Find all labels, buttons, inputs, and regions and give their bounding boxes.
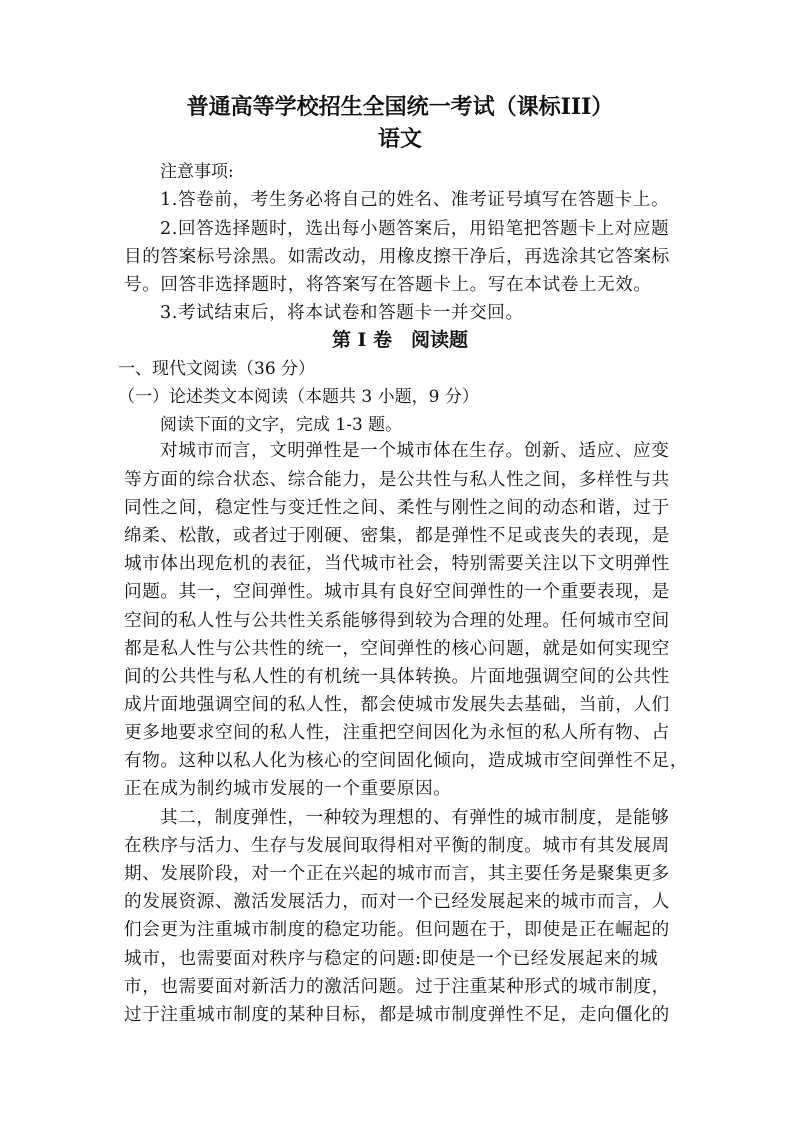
passage-line: 们会更为注重城市制度的稳定功能。但问题在于，即使是正在崛起的 (124, 920, 670, 940)
passage-line: 间的公共性与私人性的有机统一具体转换。片面地强调空间的公共性 (124, 667, 670, 687)
passage-line: 都是私人性与公共性的统一，空间弹性的核心问题，就是如何实现空 (124, 639, 670, 659)
passage-line: 同性之间，稳定性与变迁性之间、柔性与刚性之间的动态和谐，过于 (124, 498, 670, 518)
passage-line: 在秩序与活力、生存与发展间取得相对平衡的制度。城市有其发展周 (124, 836, 670, 856)
passage-line: 问题。其一，空间弹性。城市具有良好空间弹性的一个重要表现，是 (124, 582, 670, 602)
instruction-line: 1.答卷前，考生务必将自己的姓名、准考证号填写在答题卡上。 (160, 190, 670, 210)
passage-line: 过于注重城市制度的某种目标，都是城市制度弹性不足，走向僵化的 (124, 1005, 670, 1025)
instruction-line: 2.回答选择题时，选出每小题答案后，用铅笔把答题卡上对应题 (160, 219, 670, 239)
section-heading: 一、现代文阅读（36 分） (118, 359, 316, 379)
subsection-heading: （一）论述类文本阅读（本题共 3 小题，9 分） (118, 387, 479, 407)
passage-line: 市，也需要面对新活力的激活问题。过于注重某种形式的城市制度， (124, 977, 670, 997)
passage-line: 其二，制度弹性，一种较为理想的、有弹性的城市制度，是能够 (160, 808, 670, 828)
passage-line: 更多地要求空间的私人性，注重把空间因化为永恒的私人所有物、占 (124, 723, 670, 743)
instruction-line: 号。回答非选择题时，将答案写在答题卡上。写在本试卷上无效。 (124, 275, 652, 295)
passage-line: 有物。这种以私人化为核心的空间固化倾向，造成城市空间弹性不足， (124, 751, 689, 771)
instruction-line: 目的答案标号涂黑。如需改动，用橡皮擦干净后，再选涂其它答案标 (124, 247, 670, 267)
passage-line: 的发展资源、激活发展活力，而对一个已经发展起来的城市而言，人 (124, 892, 670, 912)
passage-line: 空间的私人性与公共性关系能够得到较为合理的处理。任何城市空间 (124, 611, 670, 631)
passage-line: 绵柔、松散，或者过于刚硬、密集，都是弹性不足或丧失的表现，是 (124, 526, 670, 546)
instruction-line: 3.考试结束后，将本试卷和答题卡一并交回。 (160, 303, 524, 323)
passage-line: 成片面地强调空间的私人性，都会使城市发展失去基础，当前，人们 (124, 695, 670, 715)
passage-line: 期、发展阶段，对一个正在兴起的城市而言，其主要任务是聚集更多 (124, 864, 670, 884)
instructions-heading: 注意事项: (160, 162, 234, 182)
reading-directive: 阅读下面的文字，完成 1-3 题。 (160, 415, 403, 435)
passage-line: 等方面的综合状态、综合能力，是公共性与私人性之间，多样性与共 (124, 470, 670, 490)
passage-line: 城市体出现危机的表征，当代城市社会，特别需要关注以下文明弹性 (124, 554, 670, 574)
passage-line: 正在成为制约城市发展的一个重要原因。 (124, 779, 452, 799)
part-title: 第 I 卷 阅读题 (331, 329, 469, 351)
exam-title: 普通高等学校招生全国统一考试（课标III） (186, 94, 614, 120)
subject-title: 语文 (377, 126, 422, 152)
passage-line: 城市，也需要面对秩序与稳定的问题:即使是一个已经发展起来的城 (124, 949, 659, 969)
passage-line: 对城市而言，文明弹性是一个城市体在生存。创新、适应、应变 (160, 441, 670, 461)
